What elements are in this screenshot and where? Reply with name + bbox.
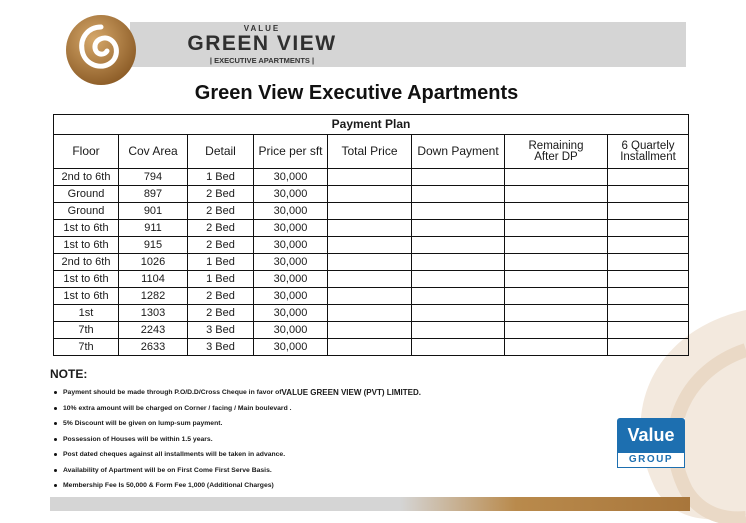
note-item: Post dated cheques against all installments will be taken in advance. bbox=[50, 447, 610, 463]
detail-cell: 2 Bed bbox=[188, 305, 254, 322]
remaining-cell bbox=[505, 322, 608, 339]
installment-cell bbox=[608, 169, 689, 186]
brand-top: VALUE bbox=[243, 24, 281, 33]
header-installment: 6 Quartely Installment bbox=[608, 135, 689, 169]
header-floor: Floor bbox=[54, 135, 119, 169]
note-item-payment: Payment should be made through P.O/D.D/Cross Cheque in favor of VALUE GREEN VIEW (PVT) LIMITED. bbox=[50, 385, 610, 401]
cov-area-cell: 915 bbox=[119, 237, 188, 254]
plan-title: Payment Plan bbox=[54, 115, 689, 135]
header-down-payment: Down Payment bbox=[412, 135, 505, 169]
table-row bbox=[54, 339, 689, 356]
detail-cell: 1 Bed bbox=[188, 169, 254, 186]
floor-cell: 1st to 6th bbox=[54, 237, 119, 254]
installment-cell bbox=[608, 322, 689, 339]
cov-area-cell: 911 bbox=[119, 220, 188, 237]
remaining-cell bbox=[505, 237, 608, 254]
total-price-cell bbox=[328, 169, 412, 186]
down-payment-cell bbox=[412, 237, 505, 254]
note-item: Membership Fee Is 50,000 & Form Fee 1,000 (Additional Charges) bbox=[50, 478, 610, 494]
installment-cell bbox=[608, 254, 689, 271]
down-payment-cell bbox=[412, 169, 505, 186]
header-price: Price per sft bbox=[254, 135, 328, 169]
header-total-price: Total Price bbox=[328, 135, 412, 169]
detail-cell: 3 Bed bbox=[188, 322, 254, 339]
table-row bbox=[54, 271, 689, 288]
detail-cell: 2 Bed bbox=[188, 186, 254, 203]
cov-area-cell: 2633 bbox=[119, 339, 188, 356]
total-price-cell bbox=[328, 271, 412, 288]
detail-cell: 2 Bed bbox=[188, 203, 254, 220]
remaining-cell bbox=[505, 305, 608, 322]
floor-cell: 7th bbox=[54, 322, 119, 339]
table-row bbox=[54, 237, 689, 254]
down-payment-cell bbox=[412, 322, 505, 339]
cov-area-cell: 1026 bbox=[119, 254, 188, 271]
page-title: Green View Executive Apartments bbox=[194, 82, 519, 104]
floor-cell: Ground bbox=[54, 203, 119, 220]
cov-area-cell: 1104 bbox=[119, 271, 188, 288]
table-row bbox=[54, 288, 689, 305]
floor-cell: 2nd to 6th bbox=[54, 169, 119, 186]
remaining-cell bbox=[505, 339, 608, 356]
installment-cell bbox=[608, 237, 689, 254]
total-price-cell bbox=[328, 288, 412, 305]
header-detail: Detail bbox=[188, 135, 254, 169]
down-payment-cell bbox=[412, 271, 505, 288]
down-payment-cell bbox=[412, 339, 505, 356]
header-remaining: Remaining After DP bbox=[505, 135, 608, 169]
header-cov-area: Cov Area bbox=[119, 135, 188, 169]
total-price-cell bbox=[328, 237, 412, 254]
price-cell: 30,000 bbox=[254, 339, 328, 356]
down-payment-cell bbox=[412, 254, 505, 271]
price-cell: 30,000 bbox=[254, 186, 328, 203]
installment-cell bbox=[608, 288, 689, 305]
total-price-cell bbox=[328, 322, 412, 339]
notes-section bbox=[50, 367, 610, 494]
brand-sub: | EXECUTIVE APARTMENTS | bbox=[209, 56, 315, 65]
value-group-logo-bottom: GROUP bbox=[617, 452, 685, 468]
cov-area-cell: 794 bbox=[119, 169, 188, 186]
remaining-cell bbox=[505, 288, 608, 305]
green-view-logo-icon bbox=[64, 13, 138, 87]
table-row bbox=[54, 186, 689, 203]
table-row bbox=[54, 254, 689, 271]
floor-cell: 2nd to 6th bbox=[54, 254, 119, 271]
cov-area-cell: 1282 bbox=[119, 288, 188, 305]
remaining-cell bbox=[505, 186, 608, 203]
installment-cell bbox=[608, 339, 689, 356]
floor-cell: 1st to 6th bbox=[54, 220, 119, 237]
installment-cell bbox=[608, 203, 689, 220]
table-row bbox=[54, 203, 689, 220]
notes-list bbox=[50, 385, 610, 494]
value-group-logo bbox=[617, 418, 685, 468]
table-row bbox=[54, 322, 689, 339]
installment-cell bbox=[608, 186, 689, 203]
total-price-cell bbox=[328, 186, 412, 203]
note-item: Possession of Houses will be within 1.5 years. bbox=[50, 432, 610, 448]
table-row bbox=[54, 305, 689, 322]
installment-cell bbox=[608, 220, 689, 237]
floor-cell: 1st to 6th bbox=[54, 288, 119, 305]
price-cell: 30,000 bbox=[254, 254, 328, 271]
detail-cell: 1 Bed bbox=[188, 254, 254, 271]
installment-cell bbox=[608, 271, 689, 288]
down-payment-cell bbox=[412, 203, 505, 220]
detail-cell: 2 Bed bbox=[188, 237, 254, 254]
floor-cell: 1st to 6th bbox=[54, 271, 119, 288]
installment-cell bbox=[608, 305, 689, 322]
table-row bbox=[54, 169, 689, 186]
payment-plan-table bbox=[53, 114, 689, 356]
cov-area-cell: 897 bbox=[119, 186, 188, 203]
note-item: 10% extra amount will be charged on Corner / facing / Main boulevard . bbox=[50, 401, 610, 417]
brand-main: GREEN VIEW bbox=[187, 32, 337, 55]
down-payment-cell bbox=[412, 305, 505, 322]
total-price-cell bbox=[328, 339, 412, 356]
price-cell: 30,000 bbox=[254, 322, 328, 339]
price-cell: 30,000 bbox=[254, 288, 328, 305]
remaining-cell bbox=[505, 254, 608, 271]
price-cell: 30,000 bbox=[254, 203, 328, 220]
down-payment-cell bbox=[412, 186, 505, 203]
detail-cell: 2 Bed bbox=[188, 220, 254, 237]
floor-cell: Ground bbox=[54, 186, 119, 203]
note-item: Availability of Apartment will be on First Come First Serve Basis. bbox=[50, 463, 610, 479]
floor-cell: 1st bbox=[54, 305, 119, 322]
notes-title: NOTE: bbox=[50, 367, 88, 381]
price-cell: 30,000 bbox=[254, 305, 328, 322]
total-price-cell bbox=[328, 305, 412, 322]
floor-cell: 7th bbox=[54, 339, 119, 356]
remaining-cell bbox=[505, 203, 608, 220]
price-cell: 30,000 bbox=[254, 237, 328, 254]
remaining-cell bbox=[505, 271, 608, 288]
down-payment-cell bbox=[412, 220, 505, 237]
table-row bbox=[54, 220, 689, 237]
cov-area-cell: 2243 bbox=[119, 322, 188, 339]
footer-gold-band bbox=[400, 497, 690, 511]
remaining-cell bbox=[505, 220, 608, 237]
brand-wordmark bbox=[172, 24, 352, 65]
price-cell: 30,000 bbox=[254, 271, 328, 288]
note-item: 5% Discount will be given on lump-sum payment. bbox=[50, 416, 610, 432]
cov-area-cell: 901 bbox=[119, 203, 188, 220]
total-price-cell bbox=[328, 203, 412, 220]
down-payment-cell bbox=[412, 288, 505, 305]
total-price-cell bbox=[328, 254, 412, 271]
price-cell: 30,000 bbox=[254, 220, 328, 237]
price-cell: 30,000 bbox=[254, 169, 328, 186]
cov-area-cell: 1303 bbox=[119, 305, 188, 322]
value-group-logo-top: Value bbox=[617, 418, 685, 452]
remaining-cell bbox=[505, 169, 608, 186]
detail-cell: 1 Bed bbox=[188, 271, 254, 288]
detail-cell: 3 Bed bbox=[188, 339, 254, 356]
detail-cell: 2 Bed bbox=[188, 288, 254, 305]
total-price-cell bbox=[328, 220, 412, 237]
